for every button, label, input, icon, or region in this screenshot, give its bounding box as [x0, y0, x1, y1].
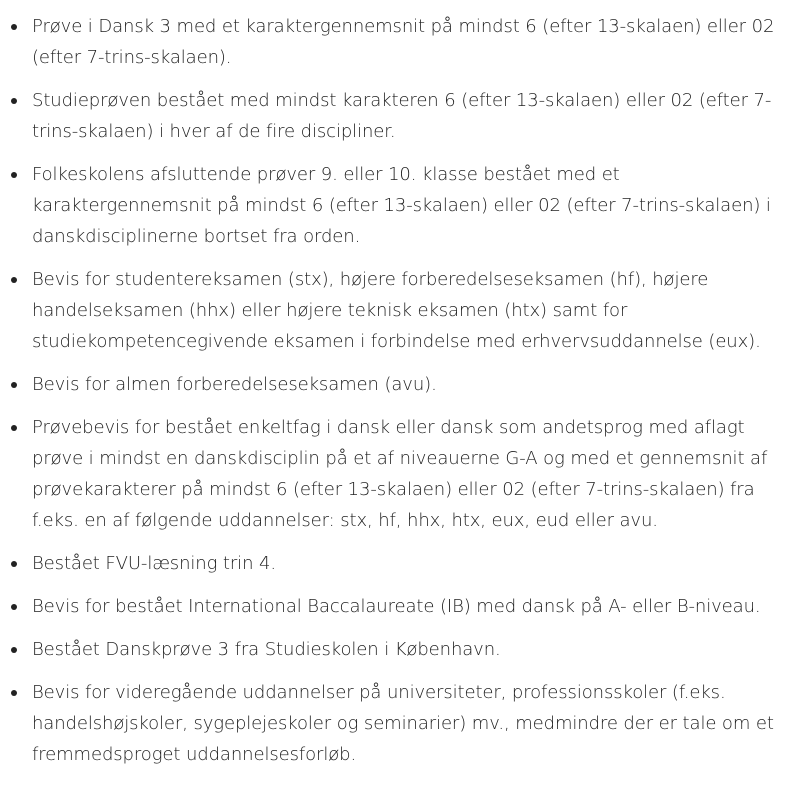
list-item: Bestået Danskprøve 3 fra Studieskolen i København. — [32, 634, 796, 665]
requirements-list — [0, 11, 796, 770]
list-item: Bestået FVU-læsning trin 4. — [32, 548, 796, 579]
list-item: Prøve i Dansk 3 med et karaktergennemsnit på mindst 6 (efter 13-skalaen) eller 02 (efter 7-trins-skalaen). — [32, 11, 796, 73]
list-item: Bevis for bestået International Baccalaureate (IB) med dansk på A- eller B-niveau. — [32, 591, 796, 622]
list-item: Prøvebevis for bestået enkeltfag i dansk eller dansk som andetsprog med aflagt prøve i mindst en danskdisciplin på et af niveauerne G-A og med et gennemsnit af prøvekarakterer på mindst 6 (efter 13-skalaen) eller 02 (efter 7-trins-skalaen) fra f.eks. en af følgende uddannelser: stx, hf, hhx, htx, eux, eud eller avu. — [32, 412, 796, 536]
list-item: Bevis for videregående uddannelser på universiteter, professionsskoler (f.eks. handelshøjskoler, sygeplejeskoler og seminarier) mv., medmindre der er tale om et fremmedsproget uddannelsesforløb. — [32, 677, 796, 770]
list-item: Studieprøven bestået med mindst karakteren 6 (efter 13-skalaen) eller 02 (efter 7-trins-skalaen) i hver af de fire discipliner. — [32, 85, 796, 147]
list-item: Bevis for almen forberedelseseksamen (avu). — [32, 369, 796, 400]
list-item: Bevis for studentereksamen (stx), højere forberedelseseksamen (hf), højere handelseksamen (hhx) eller højere teknisk eksamen (htx) samt for studiekompetencegivende eksamen i forbindelse med erhvervsuddannelse (eux). — [32, 264, 796, 357]
list-item: Folkeskolens afsluttende prøver 9. eller 10. klasse bestået med et karaktergennemsnit på mindst 6 (efter 13-skalaen) eller 02 (efter 7-trins-skalaen) i danskdisciplinerne bortset fra orden. — [32, 159, 796, 252]
